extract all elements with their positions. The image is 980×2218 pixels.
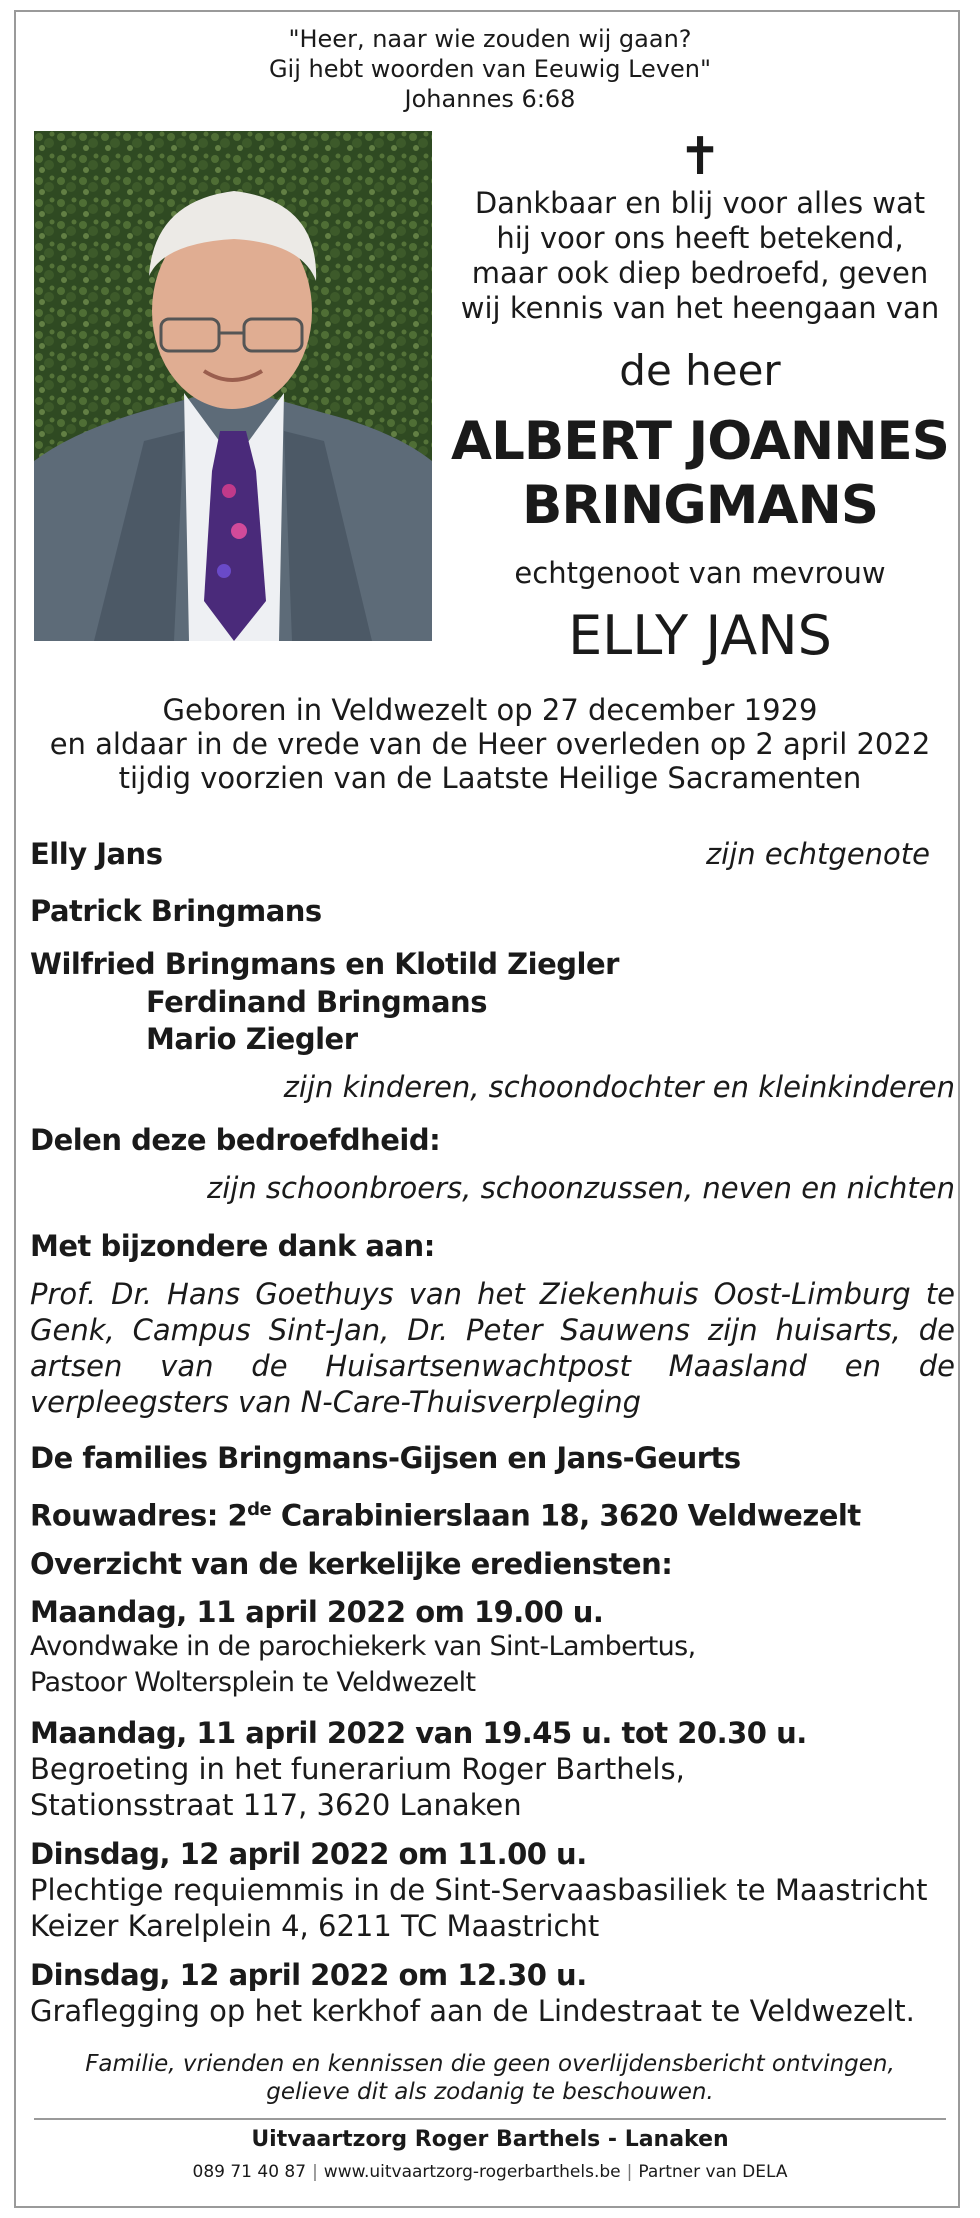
service-detail: Plechtige requiemmis in de Sint-Servaasbasiliek te Maastricht: [30, 1873, 928, 1907]
website-link[interactable]: www.uitvaartzorg-rogerbarthels.be: [323, 2162, 621, 2182]
service-detail: Begroeting in het funerarium Roger Barthels,: [30, 1752, 685, 1786]
undertaker-name: Uitvaartzorg Roger Barthels - Lanaken: [251, 2127, 729, 2152]
wife-role: zijn echtgenote: [705, 837, 930, 871]
service-detail: Stationsstraat 117, 3620 Lanaken: [30, 1788, 522, 1822]
deceased-name: [450, 410, 950, 538]
mourning-address: [30, 1492, 955, 1534]
address-prefix: Rouwadres: 2: [30, 1498, 248, 1533]
spouse-relation: echtgenoot van mevrouw: [514, 556, 886, 590]
service-when: Dinsdag, 12 april 2022 om 12.30 u.: [30, 1958, 587, 1992]
name-line: ALBERT JOANNES: [451, 411, 949, 472]
quote-line: "Heer, naar wie zouden wij gaan?: [288, 25, 692, 53]
service-detail: Pastoor Woltersplein te Veldwezelt: [30, 1667, 476, 1698]
quote-reference: Johannes 6:68: [404, 85, 576, 113]
children-role: zijn kinderen, schoondochter en kleinkinderen: [283, 1070, 955, 1104]
born-line: en aldaar in de vrede van de Heer overleden op 2 april 2022: [49, 727, 931, 761]
service-when: Dinsdag, 12 april 2022 om 11.00 u.: [30, 1837, 587, 1871]
grandchild-name: Mario Ziegler: [146, 1022, 358, 1056]
birth-death-info: [0, 693, 980, 795]
portrait-photo: [34, 131, 432, 641]
intro-line: wij kennis van het heengaan van: [460, 291, 940, 325]
phone-number: 089 71 40 87: [192, 2162, 307, 2182]
address-rest: Carabinierslaan 18, 3620 Veldwezelt: [271, 1498, 861, 1533]
child-name: Wilfried Bringmans en Klotild Ziegler: [30, 947, 619, 981]
child-name: Patrick Bringmans: [30, 894, 322, 928]
address-sup: de: [247, 1499, 272, 1520]
bible-quote: [0, 24, 980, 114]
intro-line: maar ook diep bedroefd, geven: [471, 256, 929, 290]
quote-line: Gij hebt woorden van Eeuwig Leven": [268, 55, 712, 83]
grandchild-name: Ferdinand Bringmans: [146, 985, 487, 1019]
intro-line: Dankbaar en blij voor alles wat: [474, 186, 926, 220]
service-when: Maandag, 11 april 2022 om 19.00 u.: [30, 1595, 604, 1629]
thanks-heading: Met bijzondere dank aan:: [30, 1229, 435, 1263]
name-line: BRINGMANS: [521, 475, 879, 536]
thanks-text: Prof. Dr. Hans Goethuys van het Ziekenhuis Oost-Limburg te Genk, Campus Sint-Jan, Dr. Peter Sauwens zijn huisarts, de artsen van de Huisartsenwachtpost Maasland en de verpleegsters van N-Care-Thuisverpleging: [30, 1277, 955, 1419]
footnote-line: Familie, vrienden en kennissen die geen overlijdensbericht ontvingen,: [85, 2051, 895, 2077]
intro-text: [450, 186, 950, 326]
notice-footnote: [0, 2050, 980, 2106]
partner-label: Partner van DELA: [638, 2162, 788, 2182]
born-line: Geboren in Veldwezelt op 27 december 1929: [162, 693, 818, 727]
service-detail: Avondwake in de parochiekerk van Sint-Lambertus,: [30, 1631, 696, 1662]
born-line: tijdig voorzien van de Laatste Heilige Sacramenten: [118, 761, 862, 795]
undertaker-contact: [0, 2160, 980, 2184]
cross-icon: ✝: [678, 127, 722, 187]
service-when: Maandag, 11 april 2022 van 19.45 u. tot 20.30 u.: [30, 1716, 807, 1750]
wife-name: Elly Jans: [30, 837, 163, 871]
service-detail: Keizer Karelplein 4, 6211 TC Maastricht: [30, 1909, 600, 1943]
separator: |: [312, 2162, 318, 2182]
spouse-name: ELLY JANS: [568, 604, 832, 667]
footer-divider: [34, 2118, 946, 2120]
separator: |: [626, 2162, 633, 2182]
services-heading: Overzicht van de kerkelijke erediensten:: [30, 1547, 673, 1581]
footnote-line: gelieve dit als zodanig te beschouwen.: [266, 2079, 714, 2105]
honorific: de heer: [619, 346, 781, 395]
share-who: zijn schoonbroers, schoonzussen, neven en nichten: [206, 1171, 955, 1205]
service-detail: Graflegging op het kerkhof aan de Lindestraat te Veldwezelt.: [30, 1994, 915, 2028]
intro-line: hij voor ons heeft betekend,: [496, 221, 904, 255]
share-heading: Delen deze bedroefdheid:: [30, 1123, 441, 1157]
families-line: De families Bringmans-Gijsen en Jans-Geurts: [30, 1441, 741, 1475]
